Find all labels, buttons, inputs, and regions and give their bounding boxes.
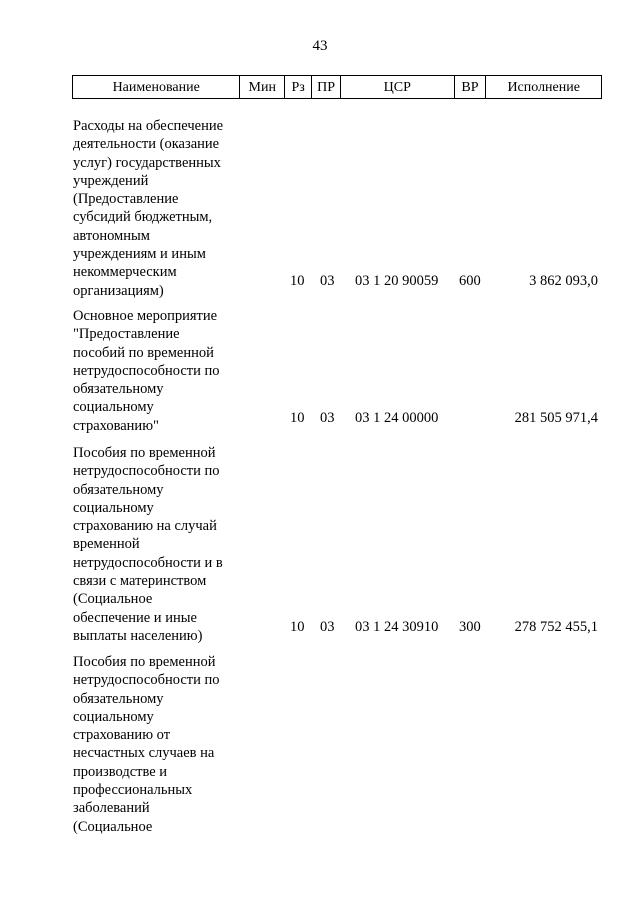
table-header [72,75,602,99]
row-pr: 03 [320,273,335,289]
row-vr: 600 [459,273,481,289]
row-amount: 3 862 093,0 [529,273,598,289]
row-pr: 03 [320,410,335,426]
row-pr: 03 [320,619,335,635]
header-csr: ЦСР [341,76,455,98]
row-amount: 281 505 971,4 [514,410,598,426]
row-csr: 03 1 24 00000 [355,410,439,426]
row-amount: 278 752 455,1 [514,619,598,635]
header-pr: ПР [312,76,341,98]
header-name: Наименование [73,76,240,98]
page-number: 43 [312,38,328,54]
header-rz: Рз [285,76,312,98]
row-csr: 03 1 20 90059 [355,273,439,289]
row-rz: 10 [290,273,305,289]
row-rz: 10 [290,619,305,635]
header-min: Мин [240,76,285,98]
header-amount: Исполнение [507,80,580,95]
row-vr: 300 [459,619,481,635]
row-name: Пособия по временной нетрудоспособности по обязательному социальному страхованию от несчастных случаев на производстве и профессиональных заболеваний (Социальное [73,654,220,835]
row-csr: 03 1 24 30910 [355,619,439,635]
header-vr: ВР [455,76,487,98]
row-rz: 10 [290,410,305,426]
row-name: Расходы на обеспечение деятельности (оказание услуг) государственных учреждений (Предоставление субсидий бюджетным, автономным учреждениям и иным некоммерческим организациям) [73,118,224,299]
row-name: Пособия по временной нетрудоспособности по обязательному социальному страхованию на случай временной нетрудоспособности и в связи с материнством (Социальное обеспечение и иные выплаты населению) [73,445,223,644]
row-name: Основное мероприятие "Предоставление пособий по временной нетрудоспособности по обязательному социальному страхованию" [73,308,220,434]
